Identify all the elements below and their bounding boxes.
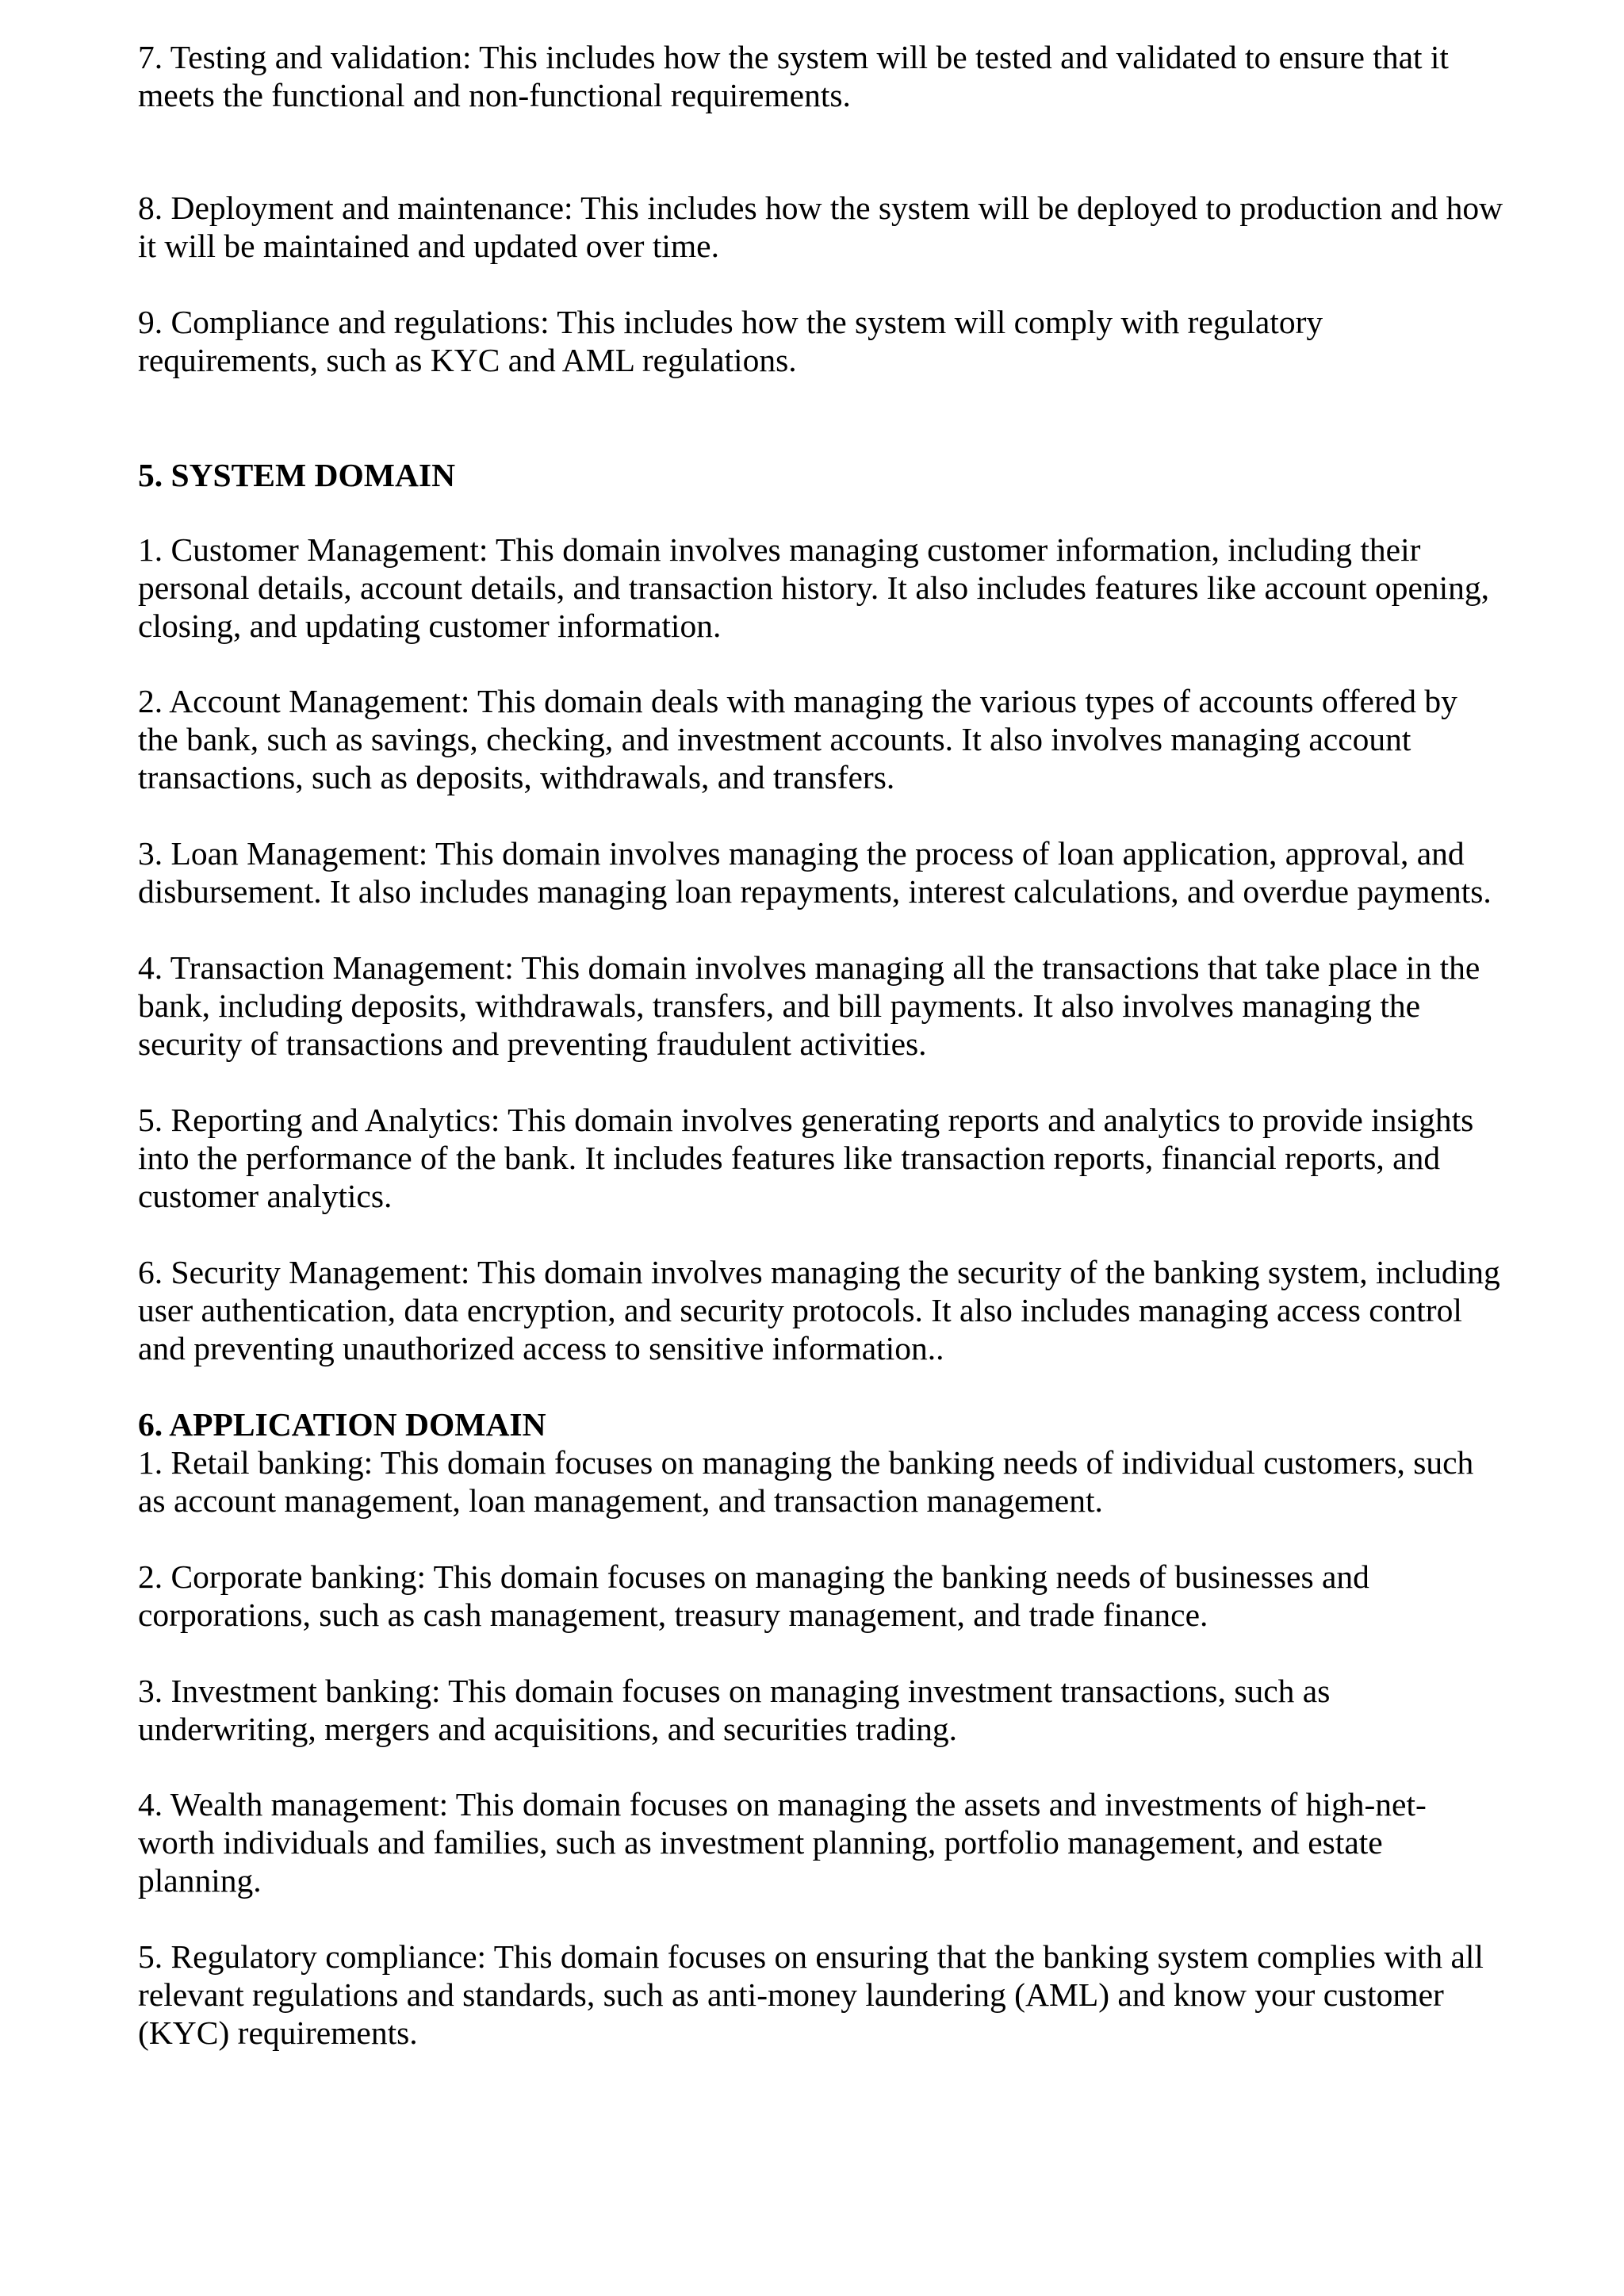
- text-line: planning.: [138, 1862, 262, 1899]
- list-item-retail-banking: [138, 1443, 1518, 1520]
- text-line: worth individuals and families, such as investment planning, portfolio management, and estate: [138, 1824, 1383, 1861]
- text-line: disbursement. It also includes managing loan repayments, interest calculations, and overdue payments.: [138, 873, 1492, 910]
- list-item-testing-validation: [138, 38, 1518, 114]
- text-line: 5. Reporting and Analytics: This domain involves generating reports and analytics to provide insights: [138, 1102, 1474, 1138]
- text-line: 2. Corporate banking: This domain focuses on managing the banking needs of businesses and: [138, 1558, 1369, 1595]
- text-line: 3. Investment banking: This domain focuses on managing investment transactions, such as: [138, 1673, 1331, 1709]
- list-item-loan-management: [138, 834, 1518, 910]
- list-item-deployment-maintenance: [138, 189, 1518, 265]
- text-line: corporations, such as cash management, treasury management, and trade finance.: [138, 1596, 1208, 1633]
- text-line: transactions, such as deposits, withdrawals, and transfers.: [138, 759, 895, 795]
- text-line: 1. Retail banking: This domain focuses on managing the banking needs of individual customers, such: [138, 1444, 1474, 1481]
- list-item-wealth-management: [138, 1785, 1518, 1899]
- text-line: into the performance of the bank. It includes features like transaction reports, financial reports, and: [138, 1140, 1441, 1176]
- text-line: it will be maintained and updated over time.: [138, 228, 719, 264]
- text-line: and preventing unauthorized access to sensitive information..: [138, 1330, 944, 1366]
- text-line: 7. Testing and validation: This includes how the system will be tested and validated to ensure that it: [138, 39, 1449, 75]
- list-item-security-management: [138, 1253, 1518, 1367]
- list-item-corporate-banking: [138, 1558, 1518, 1634]
- list-item-investment-banking: [138, 1672, 1518, 1748]
- list-item-transaction-management: [138, 949, 1518, 1063]
- text-line: 9. Compliance and regulations: This includes how the system will comply with regulatory: [138, 304, 1323, 340]
- text-line: user authentication, data encryption, and security protocols. It also includes managing access control: [138, 1292, 1462, 1328]
- text-line: (KYC) requirements.: [138, 2014, 418, 2051]
- text-line: 8. Deployment and maintenance: This includes how the system will be deployed to production and how: [138, 190, 1503, 226]
- text-line: relevant regulations and standards, such as anti-money laundering (AML) and know your customer: [138, 1976, 1444, 2013]
- text-line: personal details, account details, and transaction history. It also includes features like account opening,: [138, 569, 1490, 606]
- text-line: customer analytics.: [138, 1178, 393, 1214]
- section-heading-system-domain: 5. SYSTEM DOMAIN: [138, 457, 456, 493]
- section-heading-application-domain: 6. APPLICATION DOMAIN: [138, 1406, 546, 1443]
- text-line: underwriting, mergers and acquisitions, and securities trading.: [138, 1711, 958, 1747]
- text-line: 4. Wealth management: This domain focuses on managing the assets and investments of high-net-: [138, 1786, 1427, 1823]
- list-item-regulatory-compliance: [138, 1938, 1518, 2052]
- text-line: 4. Transaction Management: This domain involves managing all the transactions that take place in the: [138, 949, 1480, 986]
- text-line: meets the functional and non-functional requirements.: [138, 77, 851, 113]
- text-line: bank, including deposits, withdrawals, transfers, and bill payments. It also involves managing the: [138, 987, 1421, 1024]
- text-line: closing, and updating customer information.: [138, 608, 722, 644]
- list-item-account-management: [138, 682, 1518, 796]
- text-line: 5. Regulatory compliance: This domain focuses on ensuring that the banking system complies with all: [138, 1938, 1484, 1975]
- text-line: 1. Customer Management: This domain involves managing customer information, including their: [138, 531, 1421, 568]
- text-line: requirements, such as KYC and AML regulations.: [138, 342, 797, 378]
- text-line: 6. Security Management: This domain involves managing the security of the banking system, including: [138, 1254, 1500, 1290]
- text-line: security of transactions and preventing fraudulent activities.: [138, 1025, 927, 1062]
- list-item-compliance-regulations: [138, 303, 1518, 379]
- text-line: 2. Account Management: This domain deals with managing the various types of accounts offered by: [138, 683, 1457, 719]
- list-item-reporting-analytics: [138, 1101, 1518, 1215]
- text-line: the bank, such as savings, checking, and investment accounts. It also involves managing account: [138, 721, 1411, 757]
- text-line: 3. Loan Management: This domain involves managing the process of loan application, approval, and: [138, 835, 1465, 872]
- text-line: as account management, loan management, and transaction management.: [138, 1482, 1103, 1519]
- list-item-customer-management: [138, 531, 1518, 645]
